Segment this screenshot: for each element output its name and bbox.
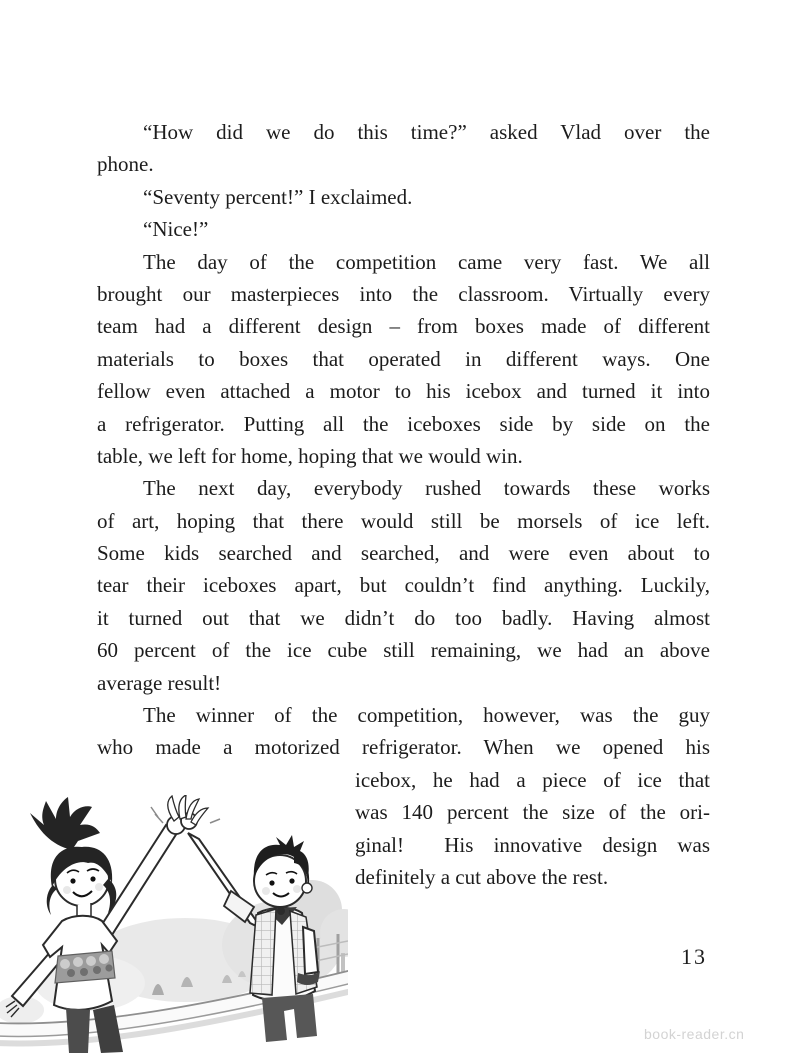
- text-line: Some kids searched and searched, and were even about to: [97, 541, 710, 566]
- kids-high-five-illustration: [0, 795, 348, 1053]
- text-line: who made a motorized refrigerator. When we opened his: [97, 735, 710, 760]
- text-line: “How did we do this time?” asked Vlad over the: [143, 120, 710, 144]
- text-line: ginal! His innovative design was: [355, 832, 710, 857]
- text-line: team had a different design – from boxes made of different: [97, 314, 710, 339]
- text-line: brought our masterpieces into the classroom. Virtually every: [97, 281, 710, 306]
- story-text-wrapped: [355, 764, 710, 894]
- text-line: “Nice!”: [143, 217, 209, 242]
- text-line: definitely a cut above the rest.: [355, 865, 609, 890]
- text-line: 60 percent of the ice cube still remaining, we had an above: [97, 638, 710, 663]
- text-line: table, we left for home, hoping that we would win.: [97, 443, 523, 468]
- text-line: it turned out that we didn’t do too badly. Having almost: [97, 605, 710, 630]
- text-line: The winner of the competition, however, was the guy: [143, 703, 710, 728]
- text-line: was 140 percent the size of the ori-: [355, 800, 710, 825]
- text-line: The next day, everybody rushed towards these works: [143, 476, 710, 501]
- text-line: The day of the competition came very fast. We all: [143, 249, 710, 274]
- text-line: “Seventy percent!” I exclaimed.: [143, 184, 413, 209]
- text-line: icebox, he had a piece of ice that: [355, 768, 710, 792]
- page-number: 13: [681, 944, 707, 969]
- watermark-text: book-reader.cn: [644, 1026, 745, 1042]
- high-five-hands: [151, 795, 220, 834]
- text-line: phone.: [97, 152, 154, 177]
- text-line: a refrigerator. Putting all the iceboxes side by side on the: [97, 411, 710, 436]
- text-line: tear their iceboxes apart, but couldn’t find anything. Luckily,: [97, 573, 710, 598]
- text-line: of art, hoping that there would still be morsels of ice left.: [97, 508, 710, 533]
- text-line: fellow even attached a motor to his icebox and turned it into: [97, 379, 710, 404]
- story-text: [97, 116, 710, 764]
- text-line: materials to boxes that operated in different ways. One: [97, 346, 710, 371]
- text-line: average result!: [97, 670, 222, 695]
